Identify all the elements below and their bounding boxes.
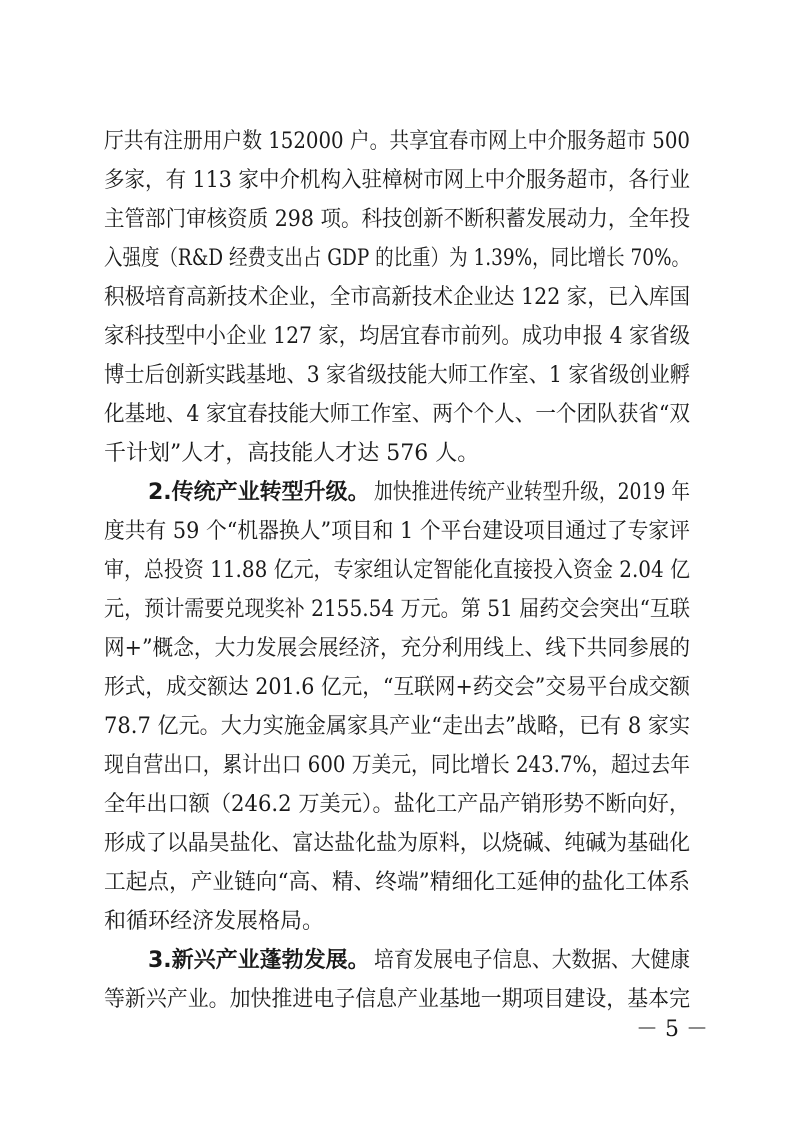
paragraph-line bbox=[0, 826, 793, 862]
line-text: 多家，有 113 家中介机构入驻樟树市网上中介服务超市，各行业 bbox=[104, 168, 690, 193]
paragraph-line bbox=[0, 553, 793, 589]
paragraph-line bbox=[0, 397, 793, 433]
line-text: 形式，成交额达 201.6 亿元，“互联网+药交会”交易平台成交额 bbox=[104, 675, 690, 700]
line-text: 审，总投资 11.88 亿元，专家组认定智能化直接投入资金 2.04 亿 bbox=[104, 558, 691, 583]
paragraph-line bbox=[0, 436, 793, 472]
page-number: － 5 － bbox=[636, 1017, 708, 1042]
paragraph-line bbox=[0, 163, 793, 199]
line-text: 工起点，产业链向“高、精、终端”精细化工延伸的盐化工体系 bbox=[104, 870, 690, 895]
paragraph-line bbox=[0, 709, 793, 745]
section-heading: 3.新兴产业蓬勃发展。 bbox=[148, 948, 370, 973]
paragraph-line bbox=[0, 748, 793, 784]
section-heading: 2.传统产业转型升级。 bbox=[148, 480, 370, 505]
line-text: 等新兴产业。加快推进电子信息产业基地一期项目建设，基本完 bbox=[104, 987, 691, 1012]
line-text: 现自营出口，累计出口 600 万美元，同比增长 243.7%，超过去年 bbox=[104, 753, 691, 778]
paragraph-line bbox=[0, 358, 793, 394]
line-text: 元，预计需要兑现奖补 2155.54 万元。第 51 届药交会突出“互联 bbox=[104, 597, 691, 622]
paragraph-line bbox=[0, 319, 793, 355]
line-text: 和循环经济发展格局。 bbox=[104, 909, 325, 934]
line-text: 度共有 59 个“机器换人”项目和 1 个平台建设项目通过了专家评 bbox=[104, 519, 690, 544]
paragraph-line bbox=[0, 865, 793, 901]
paragraph-line bbox=[0, 475, 793, 511]
paragraph-line bbox=[0, 670, 793, 706]
line-text: 全年出口额（246.2 万美元）。盐化工产品产销形势不断向好， bbox=[104, 792, 691, 817]
line-text: 加快推进传统产业转型升级，2019 年 bbox=[374, 480, 691, 505]
paragraph-line bbox=[0, 904, 793, 940]
line-text: 积极培育高新技术企业，全市高新技术企业达 122 家，已入库国 bbox=[104, 285, 690, 310]
line-text: 博士后创新实践基地、3 家省级技能大师工作室、1 家省级创业孵 bbox=[104, 363, 690, 388]
line-text: 家科技型中小企业 127 家，均居宜春市前列。成功申报 4 家省级 bbox=[104, 324, 690, 349]
paragraph-line bbox=[0, 280, 793, 316]
line-text: 网+”概念，大力发展会展经济，充分利用线上、线下共同参展的 bbox=[104, 636, 691, 661]
paragraph-line bbox=[0, 202, 793, 238]
paragraph-line bbox=[0, 943, 793, 979]
line-text: 78.7 亿元。大力实施金属家具产业“走出去”战略，已有 8 家实 bbox=[104, 714, 691, 739]
line-text: 化基地、4 家宜春技能大师工作室、两个个人、一个团队获省“双 bbox=[104, 402, 690, 427]
paragraph-line bbox=[0, 592, 793, 628]
paragraph-line bbox=[0, 514, 793, 550]
line-text: 主管部门审核资质 298 项。科技创新不断积蓄发展动力，全年投 bbox=[104, 207, 690, 232]
paragraph-line bbox=[0, 787, 793, 823]
line-text: 厅共有注册用户数 152000 户。共享宜春市网上中介服务超市 500 bbox=[104, 129, 690, 154]
paragraph-line bbox=[0, 241, 793, 277]
paragraph-line bbox=[0, 124, 793, 160]
line-text: 形成了以晶昊盐化、富达盐化盐为原料，以烧碱、纯碱为基础化 bbox=[104, 831, 691, 856]
line-text: 入强度（R&D 经费支出占 GDP 的比重）为 1.39%，同比增长 70%。 bbox=[104, 246, 691, 271]
line-text: 千计划”人才，高技能人才达 576 人。 bbox=[104, 441, 480, 466]
line-text: 培育发展电子信息、大数据、大健康 bbox=[374, 948, 691, 973]
paragraph-line bbox=[0, 631, 793, 667]
